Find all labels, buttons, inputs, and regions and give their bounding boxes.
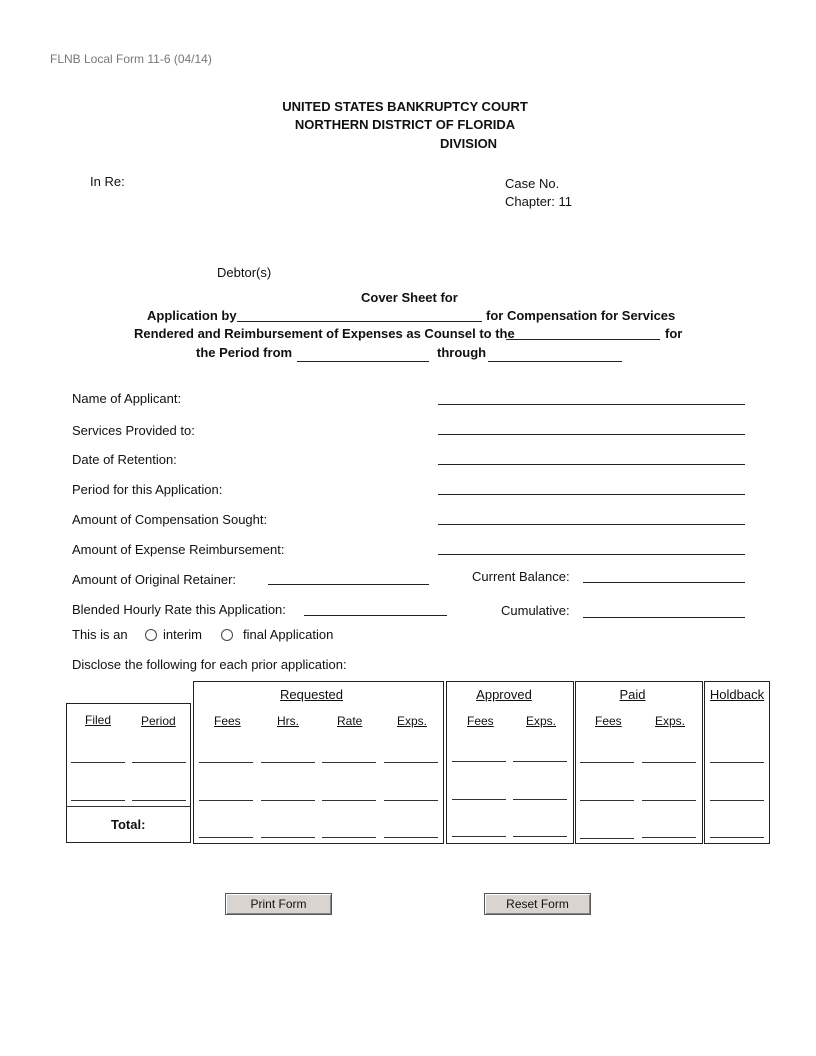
period-from-label: the Period from [196, 345, 293, 360]
debtors-label: Debtor(s) [217, 265, 272, 280]
period-row1-field[interactable] [132, 762, 186, 763]
current-balance-field[interactable] [583, 582, 745, 583]
reset-form-button[interactable]: Reset Form [484, 893, 591, 915]
holdback-heading: Holdback [709, 687, 765, 702]
app-fees-row1-field[interactable] [452, 761, 506, 762]
expense-reimbursement-label: Amount of Expense Reimbursement: [72, 542, 285, 557]
app-exps-row2-field[interactable] [513, 799, 567, 800]
paid-fees-row2-field[interactable] [580, 800, 634, 801]
original-retainer-label: Amount of Original Retainer: [72, 572, 237, 587]
interim-label: interim [163, 627, 203, 642]
cumulative-label: Cumulative: [501, 603, 570, 618]
compensation-sought-field[interactable] [438, 524, 745, 525]
req-exps-heading: Exps. [397, 714, 428, 728]
req-fees-heading: Fees [214, 714, 241, 728]
for-compensation-label: for Compensation for Services [486, 308, 676, 323]
date-of-retention-label: Date of Retention: [72, 452, 177, 467]
period-from-field[interactable] [297, 361, 429, 362]
requested-heading: Requested [280, 687, 343, 702]
interim-radio[interactable] [145, 629, 157, 641]
period-through-field[interactable] [488, 361, 622, 362]
services-provided-field[interactable] [438, 434, 745, 435]
holdback-row2-field[interactable] [710, 800, 764, 801]
app-fees-heading: Fees [467, 714, 494, 728]
blended-rate-field[interactable] [304, 615, 447, 616]
req-hrs-total-field[interactable] [261, 837, 315, 838]
req-rate-total-field[interactable] [322, 837, 376, 838]
cumulative-field[interactable] [583, 617, 745, 618]
approved-box [446, 681, 574, 844]
total-label: Total: [111, 817, 146, 832]
current-balance-label: Current Balance: [472, 569, 570, 584]
rendered-label: Rendered and Reimbursement of Expenses as Counsel to the [134, 326, 515, 341]
req-hrs-row1-field[interactable] [261, 762, 315, 763]
period-row2-field[interactable] [132, 800, 186, 801]
total-divider [66, 806, 191, 807]
final-label: final Application [243, 627, 334, 642]
period-heading: Period [141, 714, 176, 728]
cover-sheet-title: Cover Sheet for [361, 290, 458, 305]
holdback-total-field[interactable] [710, 837, 764, 838]
for-label: for [665, 326, 683, 341]
req-fees-row2-field[interactable] [199, 800, 253, 801]
through-label: through [437, 345, 487, 360]
req-hrs-row2-field[interactable] [261, 800, 315, 801]
app-fees-row2-field[interactable] [452, 799, 506, 800]
in-re-label: In Re: [90, 174, 125, 189]
app-exps-heading: Exps. [526, 714, 557, 728]
date-of-retention-field[interactable] [438, 464, 745, 465]
court-division: DIVISION [440, 136, 498, 151]
paid-fees-total-field[interactable] [580, 838, 634, 839]
blended-rate-label: Blended Hourly Rate this Application: [72, 602, 286, 617]
paid-exps-heading: Exps. [655, 714, 686, 728]
case-no-label: Case No. [505, 176, 560, 191]
form-id: FLNB Local Form 11-6 (04/14) [50, 52, 212, 66]
application-type-label: This is an [72, 627, 128, 642]
req-fees-row1-field[interactable] [199, 762, 253, 763]
app-fees-total-field[interactable] [452, 836, 506, 837]
paid-exps-row1-field[interactable] [642, 762, 696, 763]
req-rate-row2-field[interactable] [322, 800, 376, 801]
req-exps-total-field[interactable] [384, 837, 438, 838]
final-radio[interactable] [221, 629, 233, 641]
print-form-button[interactable]: Print Form [225, 893, 332, 915]
holdback-row1-field[interactable] [710, 762, 764, 763]
paid-fees-heading: Fees [595, 714, 622, 728]
expense-reimbursement-field[interactable] [438, 554, 745, 555]
court-district: NORTHERN DISTRICT OF FLORIDA [294, 117, 516, 132]
applicant-name-field[interactable] [237, 321, 482, 322]
app-exps-total-field[interactable] [513, 836, 567, 837]
filed-row1-field[interactable] [71, 762, 125, 763]
req-rate-row1-field[interactable] [322, 762, 376, 763]
app-exps-row1-field[interactable] [513, 761, 567, 762]
disclose-label: Disclose the following for each prior application: [72, 657, 347, 672]
paid-heading: Paid [619, 687, 646, 702]
period-application-label: Period for this Application: [72, 482, 223, 497]
court-name: UNITED STATES BANKRUPTCY COURT [282, 99, 528, 114]
req-fees-total-field[interactable] [199, 837, 253, 838]
req-exps-row1-field[interactable] [384, 762, 438, 763]
original-retainer-field[interactable] [268, 584, 429, 585]
paid-fees-row1-field[interactable] [580, 762, 634, 763]
filed-heading: Filed [85, 713, 112, 727]
compensation-sought-label: Amount of Compensation Sought: [72, 512, 268, 527]
name-of-applicant-field[interactable] [438, 404, 745, 405]
chapter-label: Chapter: 11 [505, 194, 572, 209]
paid-exps-row2-field[interactable] [642, 800, 696, 801]
approved-heading: Approved [476, 687, 532, 702]
req-exps-row2-field[interactable] [384, 800, 438, 801]
name-of-applicant-label: Name of Applicant: [72, 391, 182, 406]
paid-exps-total-field[interactable] [642, 837, 696, 838]
services-provided-label: Services Provided to: [72, 423, 195, 438]
counsel-to-field[interactable] [506, 339, 660, 340]
filed-row2-field[interactable] [71, 800, 125, 801]
application-by-label: Application by [147, 308, 237, 323]
req-rate-heading: Rate [337, 714, 363, 728]
req-hrs-heading: Hrs. [277, 714, 299, 728]
period-application-field[interactable] [438, 494, 745, 495]
